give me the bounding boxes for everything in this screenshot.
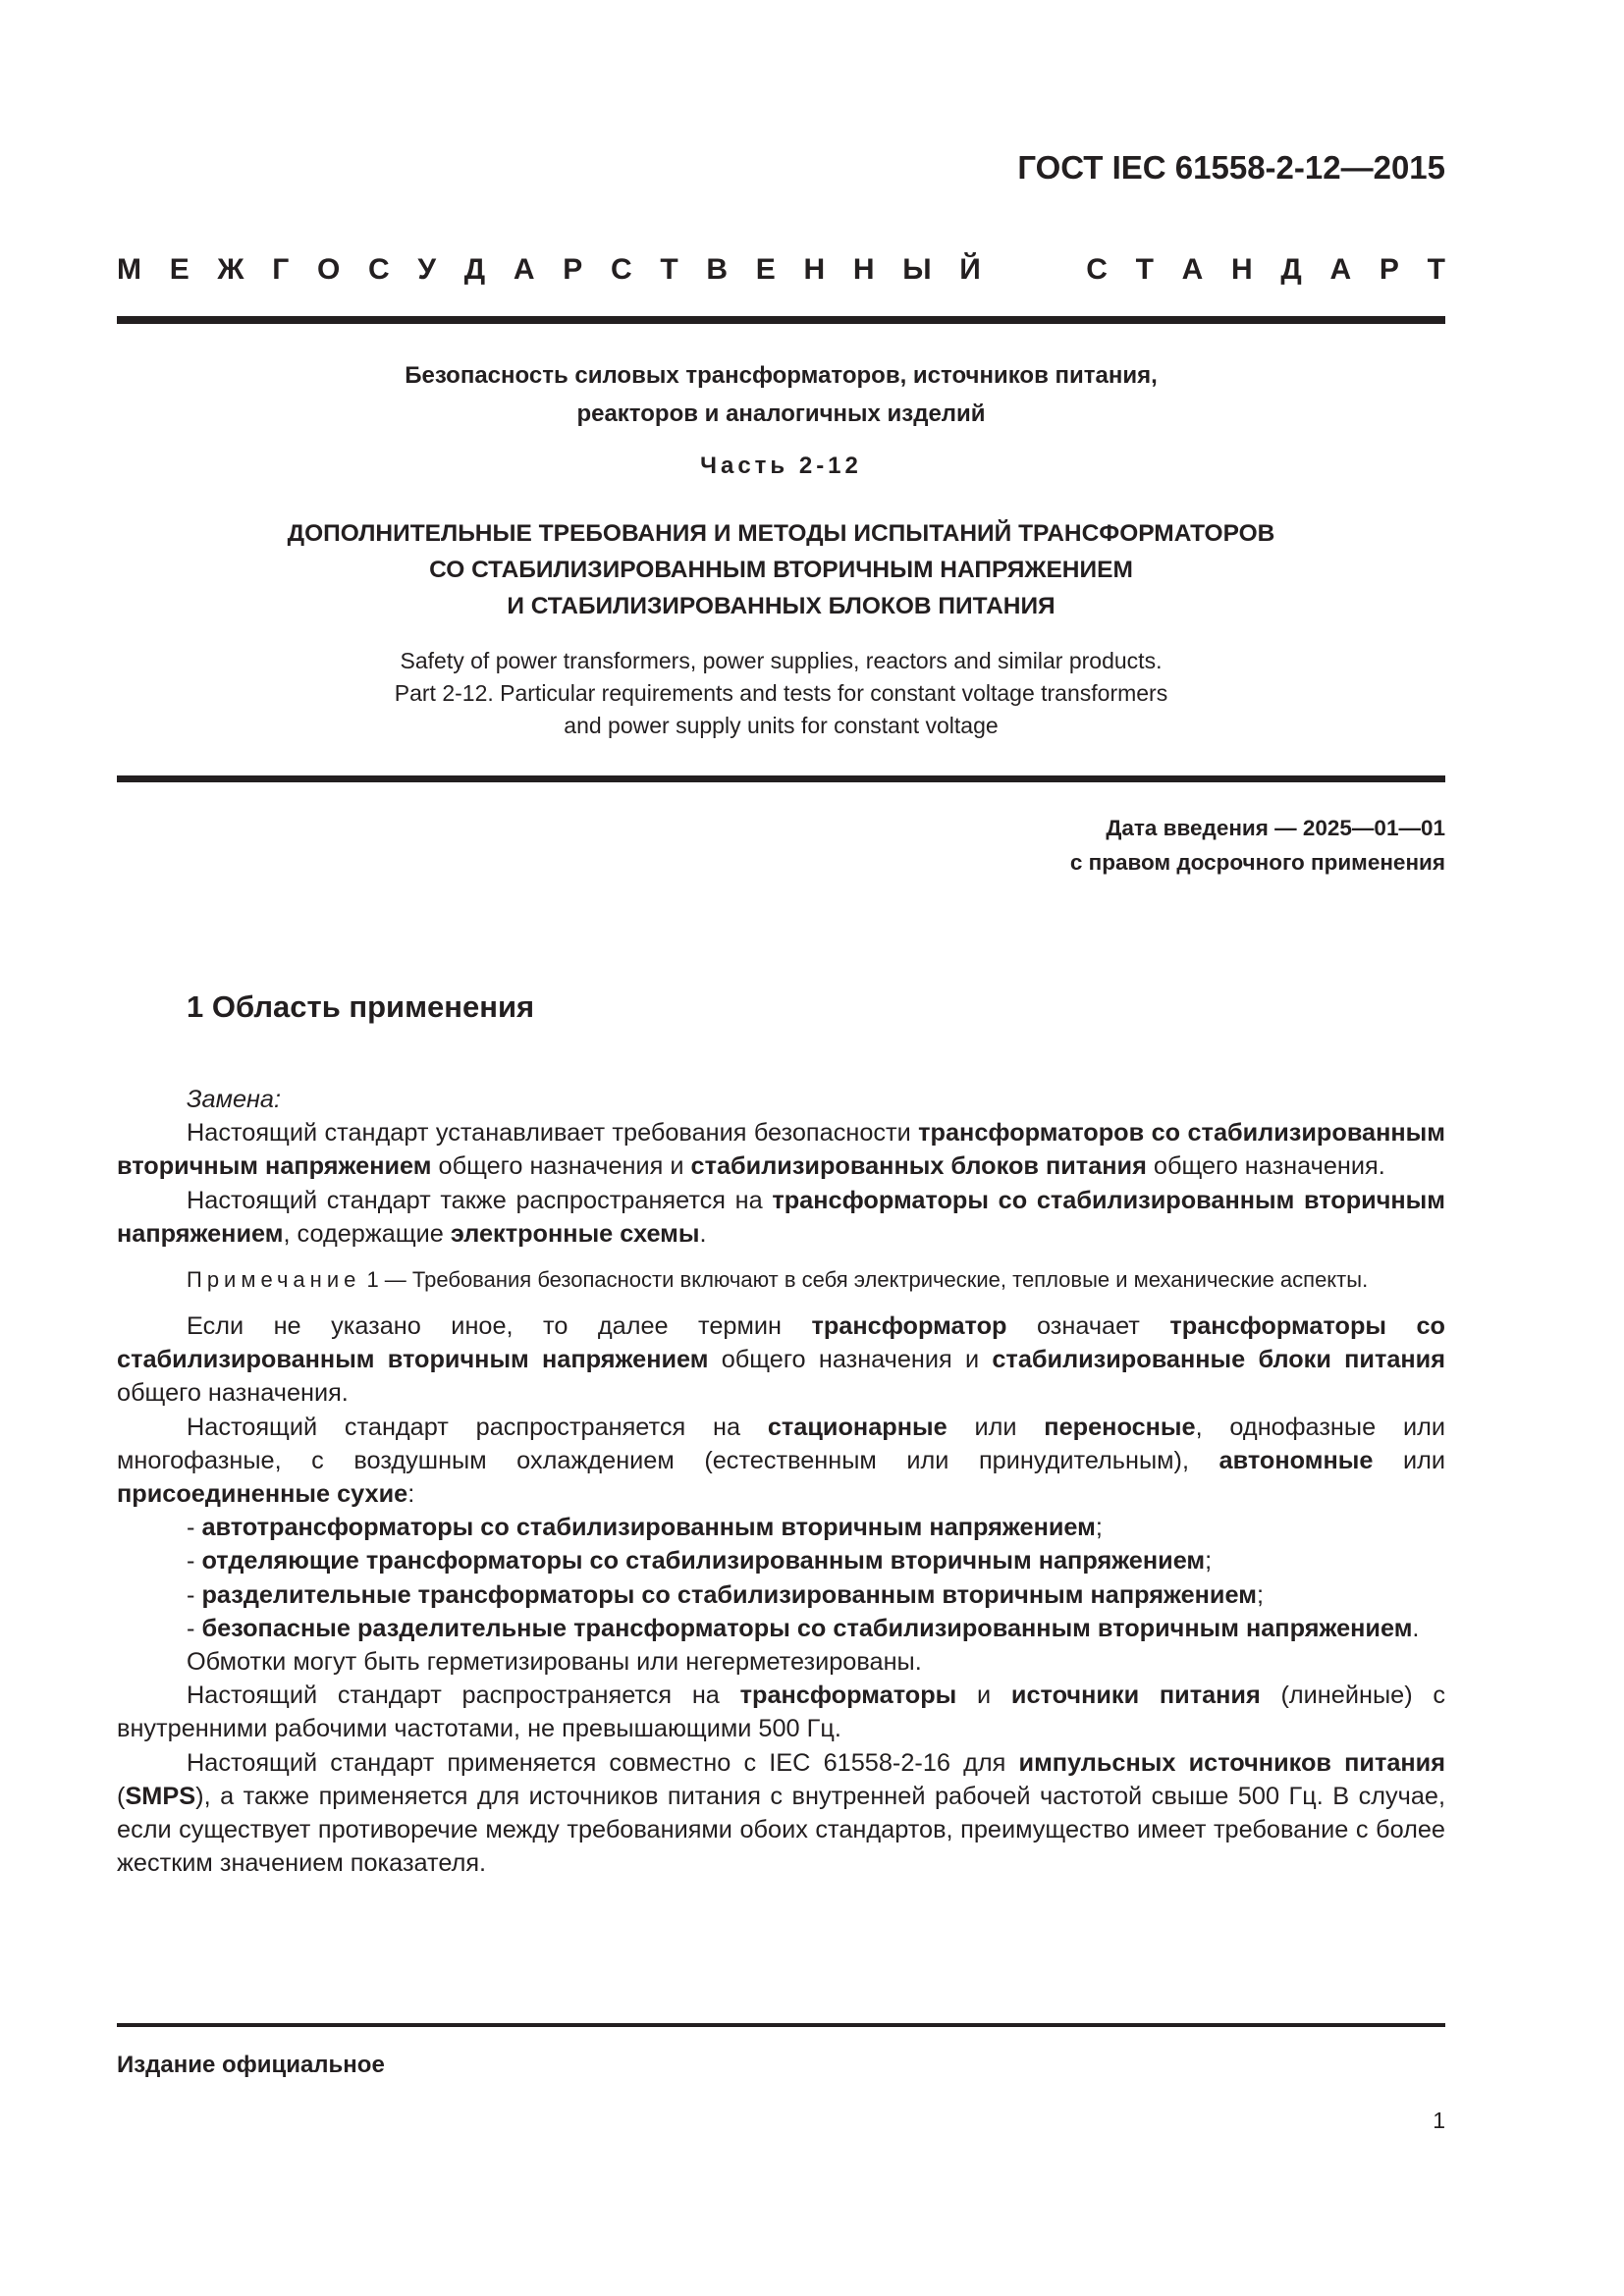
letter: У (417, 253, 437, 286)
letter: Н (803, 253, 826, 286)
letter: А (1181, 253, 1204, 286)
page-number: 1 (1433, 2108, 1445, 2133)
letter: О (316, 253, 341, 286)
title-caps (117, 515, 1445, 624)
title-caps-line: ДОПОЛНИТЕЛЬНЫЕ ТРЕБОВАНИЯ И МЕТОДЫ ИСПЫТАНИЙ ТРАНСФОРМАТОРОВ (287, 520, 1275, 547)
introduction-date (1070, 811, 1445, 880)
official-edition-label: Издание официальное (117, 2052, 385, 2078)
paragraph-2: Настоящий стандарт также распространяется на трансформаторы со стабилизированным вторичным напряжением, содержащие электронные схемы. (117, 1186, 1446, 1248)
header-rule (117, 316, 1445, 324)
letter: Н (852, 253, 875, 286)
title-ru-line: Безопасность силовых трансформаторов, источников питания, (405, 362, 1158, 389)
title-en (117, 645, 1445, 742)
paragraph-5: Обмотки могут быть герметизированы или негерметезированы. (187, 1648, 922, 1677)
letter: С (1086, 253, 1108, 286)
paragraph-3: Если не указано иное, то далее термин трансформатор означает трансформаторы со стабилизированным вторичным напряжением общего назначения и стабилизированные блоки питания общего назначения. (117, 1312, 1445, 1408)
letter: Н (1231, 253, 1253, 286)
section-title: 1 Область применения (187, 989, 535, 1024)
list-item: - безопасные разделительные трансформаторы со стабилизированным вторичным напряжением. (187, 1614, 1420, 1642)
footer-rule (117, 2023, 1445, 2027)
letter: М (117, 253, 141, 286)
letter: Е (169, 253, 189, 286)
letter: Д (463, 253, 486, 286)
letter: Т (1135, 253, 1154, 286)
letter: Р (563, 253, 583, 286)
paragraph-4: Настоящий стандарт распространяется на стационарные или переносные, однофазные или многофазные, с воздушным охлаждением (естественным или принудительным), автономные или присоединенные сухие: (117, 1413, 1445, 1509)
word-gap (1009, 253, 1058, 287)
title-ru-line: реакторов и аналогичных изделий (576, 400, 986, 427)
letter: В (706, 253, 729, 286)
title-rule (117, 775, 1445, 782)
letter: Ы (902, 253, 932, 286)
letter: А (513, 253, 535, 286)
list-item: - отделяющие трансформаторы со стабилизированным вторичным напряжением; (187, 1547, 1213, 1575)
part-label: Часть 2-12 (700, 453, 862, 479)
letter: Е (755, 253, 776, 286)
paragraph-1: Настоящий стандарт устанавливает требования безопасности трансформаторов со стабилизированным вторичным напряжением общего назначения и стабилизированных блоков питания общего назначения. (117, 1119, 1445, 1181)
title-caps-line: СО СТАБИЛИЗИРОВАННЫМ ВТОРИЧНЫМ НАПРЯЖЕНИЕМ (429, 557, 1133, 583)
list-item: - разделительные трансформаторы со стабилизированным вторичным напряжением; (187, 1580, 1264, 1609)
letter: Т (660, 253, 678, 286)
letter: С (368, 253, 390, 286)
letter: С (610, 253, 632, 286)
letter: А (1329, 253, 1352, 286)
letter: Ж (217, 253, 244, 286)
letter: Г (272, 253, 290, 286)
date-line: Дата введения — 2025—01—01 (1106, 816, 1445, 840)
list-item: - автотрансформаторы со стабилизированным вторичным напряжением; (187, 1514, 1103, 1542)
title-caps-line: И СТАБИЛИЗИРОВАННЫХ БЛОКОВ ПИТАНИЯ (507, 593, 1056, 619)
date-line: с правом досрочного применения (1069, 850, 1445, 875)
paragraph-7: Настоящий стандарт применяется совместно с IEC 61558-2-16 для импульсных источников питания (SMPS), а также применяется для источников питания с внутренней рабочей частотой свыше 500 Гц. В случае, если существует противоречие между требованиями обоих стандартов, преимущество имеет требование с более жестким значением показателя. (117, 1748, 1445, 1878)
title-en-line: Part 2-12. Particular requirements and tests for constant voltage transformers (394, 680, 1168, 706)
standard-number: ГОСТ IEC 61558-2-12—2015 (1017, 149, 1445, 186)
section-body (117, 1083, 1445, 1880)
title-en-line: and power supply units for constant voltage (564, 713, 999, 738)
letter: Р (1379, 253, 1399, 286)
title-en-line: Safety of power transformers, power supplies, reactors and similar products. (400, 648, 1163, 673)
note-1: Примечание 1 — Требования безопасности включают в себя электрические, тепловые и механические аспекты. (187, 1267, 1369, 1293)
replace-label: Замена: (187, 1086, 282, 1113)
letter: Д (1280, 253, 1302, 286)
letter: Т (1427, 253, 1445, 286)
letter: Й (959, 253, 981, 286)
title-ru (117, 356, 1445, 433)
interstate-standard-heading (117, 253, 1445, 287)
paragraph-6: Настоящий стандарт распространяется на трансформаторы и источники питания (линейные) с внутренними рабочими частотами, не превышающими 500 Гц. (117, 1682, 1446, 1743)
